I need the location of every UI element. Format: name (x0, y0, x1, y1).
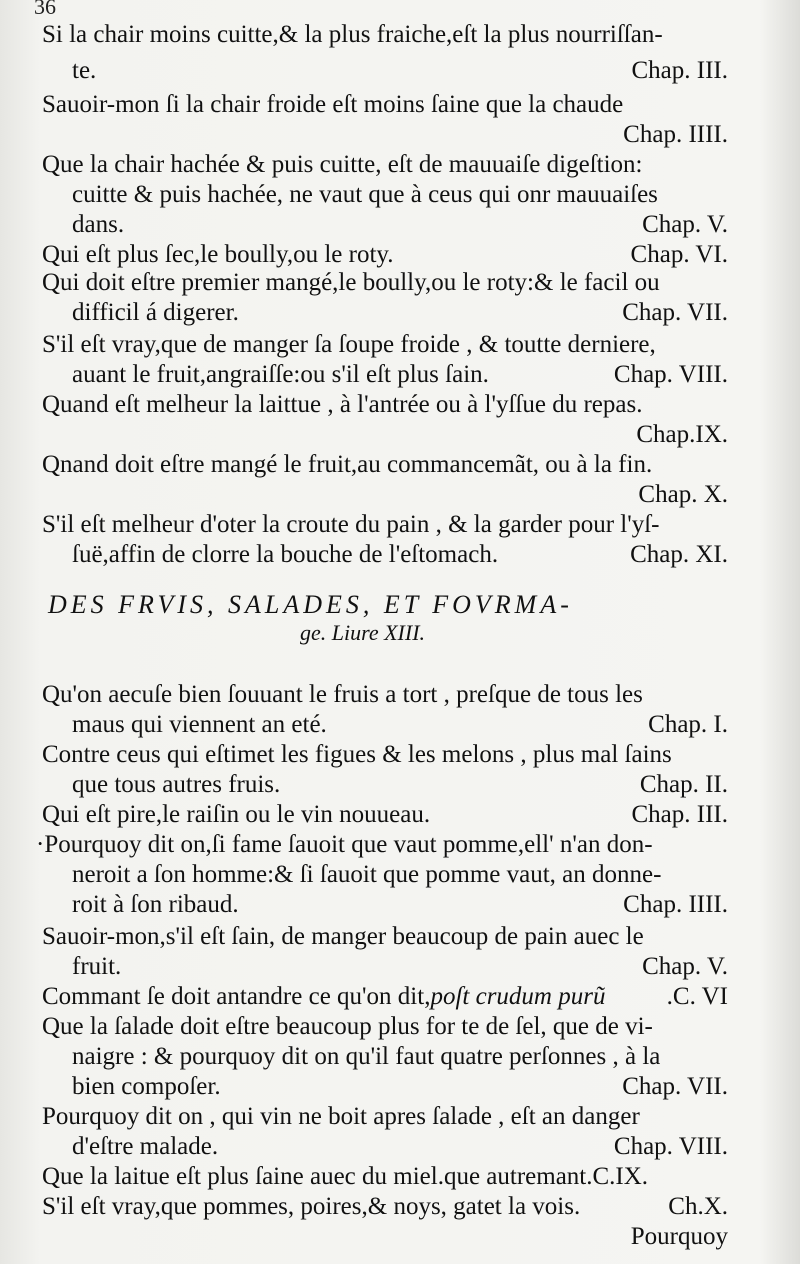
s1-line (0, 390, 800, 420)
entry-text: Quand eſt melheur la laittue , à l'antrée ou à l'yſſue du repas. (42, 391, 643, 418)
entry-text: maus qui viennent an eté. (72, 711, 327, 738)
s1-line (0, 180, 800, 210)
chapter-reference: .C. VI (666, 983, 728, 1010)
s2-line (0, 770, 800, 800)
latin-quote: poſt crudum purũ (430, 983, 606, 1010)
entry-text: Sauoir-mon,s'il eſt ſain, de manger beaucoup de pain auec le (42, 923, 644, 950)
s2-line (0, 710, 800, 740)
entry-text: Contre ceus qui eſtimet les figues & les melons , plus mal ſains (42, 741, 672, 768)
entry-text: Que la chair hachée & puis cuitte, eſt de mauuaiſe digeſtion: (42, 151, 643, 178)
chapter-reference: Pourquoy (630, 1223, 728, 1250)
s1-line (0, 56, 800, 86)
entry-text: ·Pourquoy dit on,ſi fame ſauoit que vaut pomme,ell' n'an don- (36, 831, 653, 858)
s2-line (0, 740, 800, 770)
entry-text: neroit a ſon homme:& ſi ſauoit que pomme vaut, an donne- (72, 861, 662, 888)
section-heading-continued: ge. Liure XIII. (300, 620, 426, 645)
entry-text: Qu'on aecuſe bien ſouuant le fruis a tort , preſque de tous les (42, 681, 643, 708)
s2-line (0, 982, 800, 1012)
entry-text: ſuë,affin de clorre la bouche de l'eſtomach. (72, 541, 499, 568)
chapter-reference: Chap.IX. (636, 421, 728, 448)
s2-line (0, 1042, 800, 1072)
chapter-reference: Chap. VII. (622, 299, 728, 326)
entry-text: te. (72, 57, 97, 84)
s2-line (0, 1102, 800, 1132)
entry-text: fruit. (72, 953, 122, 980)
entry-text: cuitte & puis hachée, ne vaut que à ceus qui onr mauuaiſes (72, 181, 658, 208)
entry-text: roit à ſon ribaud. (72, 891, 239, 918)
s2-line (0, 1222, 800, 1252)
chapter-reference: Chap. III. (631, 57, 728, 84)
entry-text: Pourquoy dit on , qui vin ne boit apres ſalade , eſt an danger (42, 1103, 640, 1130)
chapter-reference: Chap. I. (648, 711, 728, 738)
chapter-reference: Chap. XI. (630, 541, 728, 568)
chapter-reference: Chap. VIII. (613, 1133, 728, 1160)
chapter-reference: Chap. VIII. (613, 361, 728, 388)
s2-line (0, 1132, 800, 1162)
s1-line (0, 420, 800, 450)
entry-text: Qui eſt plus ſec,le boully,ou le roty. (42, 241, 394, 268)
s2-line (0, 680, 800, 710)
s1-line (0, 90, 800, 120)
s1-line (0, 210, 800, 240)
entry-text: S'il eſt vray,que de manger ſa ſoupe froide , & toutte derniere, (42, 331, 656, 358)
entry-text: naigre : & pourquoy dit on qu'il faut quatre perſonnes , à la (72, 1043, 661, 1070)
s2-line (0, 860, 800, 890)
s1-line (0, 450, 800, 480)
s1-line (0, 298, 800, 328)
s2-line (0, 1192, 800, 1222)
s2-line (0, 800, 800, 830)
entry-text: auant le fruit,angraiſſe:ou s'il eſt plus ſain. (72, 361, 489, 388)
entry-text: Sauoir-mon ſi la chair froide eſt moins ſaine que la chaude (42, 91, 624, 118)
entry-text: Que la ſalade doit eſtre beaucoup plus for te de ſel, que de vi- (42, 1013, 653, 1040)
entry-text: Si la chair moins cuitte,& la plus fraiche,eſt la plus nourriſſan- (42, 21, 663, 48)
entry-text: difficil á digerer. (72, 299, 239, 326)
chapter-reference: Chap. VII. (622, 1073, 728, 1100)
s2-line (0, 922, 800, 952)
s2-line (0, 952, 800, 982)
entry-text: Commant ſe doit antandre ce qu'on dit,poſt crudum purũ (42, 983, 606, 1010)
s1-line (0, 330, 800, 360)
entry-text: d'eſtre malade. (72, 1133, 219, 1160)
entry-text: dans. (72, 211, 125, 238)
s2-line (0, 1012, 800, 1042)
entry-text: bien compoſer. (72, 1073, 221, 1100)
entry-text: que tous autres fruis. (72, 771, 281, 798)
chapter-reference: Chap. III. (631, 801, 728, 828)
s2-line (0, 1072, 800, 1102)
s1-line (0, 480, 800, 510)
entry-text: Qui eſt pire,le raiſin ou le vin nouueau. (42, 801, 431, 828)
s1-line (0, 510, 800, 540)
section-heading: DES FRVIS, SALADES, ET FOVRMA- (48, 590, 573, 619)
chapter-reference: Chap. IIII. (623, 121, 728, 148)
entry-text: Qui doit eſtre premier mangé,le boully,ou le roty:& le facil ou (42, 269, 660, 296)
chapter-reference: Chap. IIII. (623, 891, 728, 918)
s2-line (0, 830, 800, 860)
entry-text: Qnand doit eſtre mangé le fruit,au commancemãt, ou à la fin. (42, 451, 653, 478)
chapter-reference: Ch.X. (668, 1193, 728, 1220)
s1-line (0, 150, 800, 180)
s1-line (0, 268, 800, 298)
entry-text: S'il eſt melheur d'oter la croute du pain , & la garder pour l'yſ- (42, 511, 660, 538)
chapter-reference: Chap. II. (639, 771, 728, 798)
chapter-reference: Chap. X. (638, 481, 728, 508)
s2-line (0, 890, 800, 920)
s2-line (0, 1162, 800, 1192)
chapter-reference: Chap. V. (642, 211, 728, 238)
s1-line (0, 120, 800, 150)
chapter-reference: Chap. V. (642, 953, 728, 980)
s1-line (0, 20, 800, 50)
s1-line (0, 540, 800, 570)
entry-text: S'il eſt vray,que pommes, poires,& noys, gatet la vois. (42, 1193, 581, 1220)
chapter-reference: Chap. VI. (630, 241, 728, 268)
page-number: 36 (34, 0, 56, 19)
s1-line (0, 240, 800, 270)
entry-text: Que la laitue eſt plus ſaine auec du miel.que autremant.C.IX. (42, 1163, 649, 1190)
s1-line (0, 360, 800, 390)
